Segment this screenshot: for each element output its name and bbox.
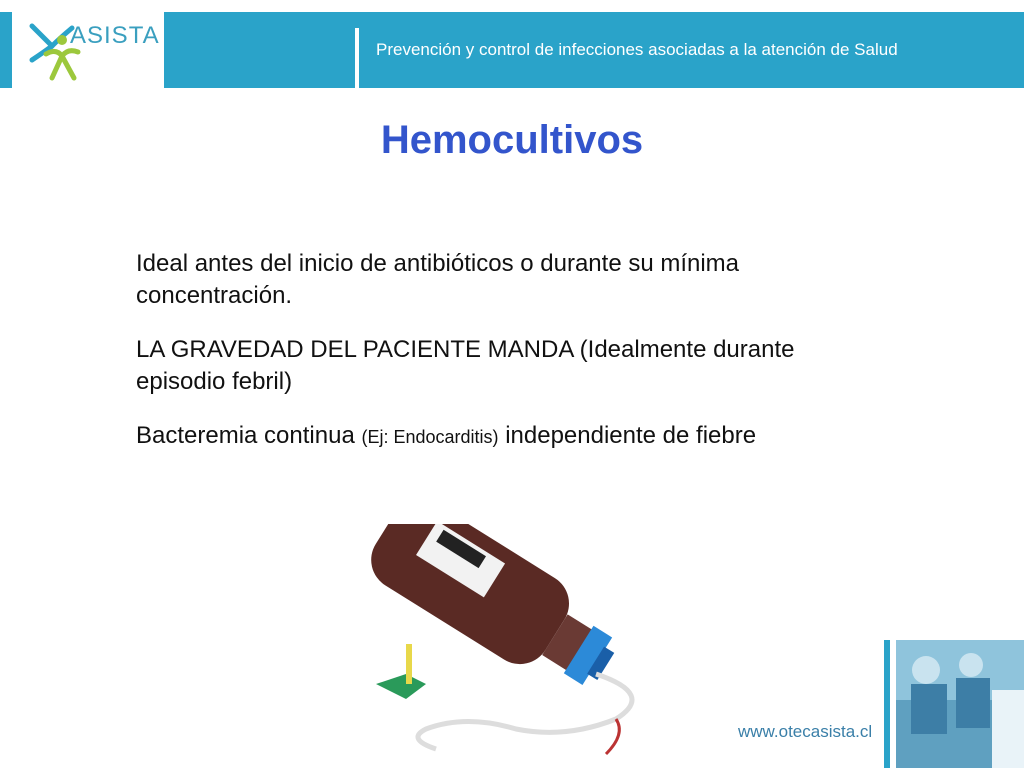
logo [12,0,162,96]
header-title: Prevención y control de infecciones asociadas a la atención de Salud [376,40,898,59]
paragraph-bacteremia [136,420,876,453]
slide-body [136,248,876,475]
footer-accent-bar [884,640,890,768]
surgery-team-image [896,640,1024,768]
paragraph-antibiotics: Ideal antes del inicio de antibióticos o durante su mínima concentración. [136,250,740,309]
footer-url: www.otecasista.cl [738,722,873,741]
fever-text: independiente de fiebre [505,422,757,449]
endocarditis-note: (Ej: Endocarditis) [361,427,499,447]
paragraph-severity: LA GRAVEDAD DEL PACIENTE MANDA (Idealmente durante episodio febril) [136,336,795,395]
header-left-accent [0,12,12,88]
bacteremia-text: Bacteremia continua [136,422,355,449]
header-divider [355,28,359,88]
logo-text: ASISTA [70,22,160,49]
blood-culture-bottle-image [366,524,722,768]
slide-title: Hemocultivos [380,118,644,162]
